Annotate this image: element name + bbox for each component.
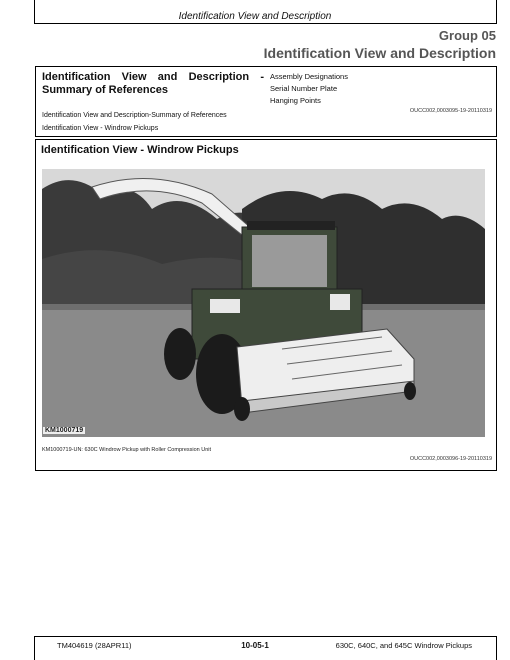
view-title: Identification View - Windrow Pickups (41, 144, 239, 156)
machine-photo (42, 169, 485, 437)
doc-code: OUCC002,0003095-19-20110319 (409, 108, 492, 114)
reference-list-left (42, 109, 227, 135)
running-title: Identification View and Description (178, 11, 332, 22)
ref-identification-view[interactable]: Identification View - Windrow Pickups (42, 125, 159, 132)
photo-id-label: KM1000719 (45, 427, 84, 434)
bottom-frame-rule (34, 636, 497, 637)
footer-tm-number: TM404619 (28APR11) (57, 641, 132, 650)
summary-box (35, 66, 497, 137)
doc-code: OUCC002,0003096-19-20110319 (409, 456, 492, 462)
ref-serial-number-plate[interactable]: Serial Number Plate (270, 84, 338, 93)
identification-view-box (35, 139, 497, 471)
footer-page-number: 10-05-1 (241, 641, 269, 650)
footer-manual-title: 630C, 640C, and 645C Windrow Pickups (335, 641, 472, 650)
top-frame-rule (34, 23, 497, 24)
photo-caption: KM1000719-UN: 630C Windrow Pickup with Roller Compression Unit (42, 447, 212, 453)
ref-summary-of-references[interactable]: Identification View and Description-Summary of References (42, 112, 227, 119)
forage-harvester-illustration (42, 169, 485, 437)
section-title: Identification View and Description (263, 45, 496, 61)
ref-hanging-points[interactable]: Hanging Points (270, 96, 321, 105)
summary-title: Identification View and Description - Summary of References (42, 71, 264, 96)
group-label: Group 05 (438, 28, 496, 43)
reference-list-right (270, 71, 348, 107)
ref-assembly-designations[interactable]: Assembly Designations (270, 72, 348, 81)
